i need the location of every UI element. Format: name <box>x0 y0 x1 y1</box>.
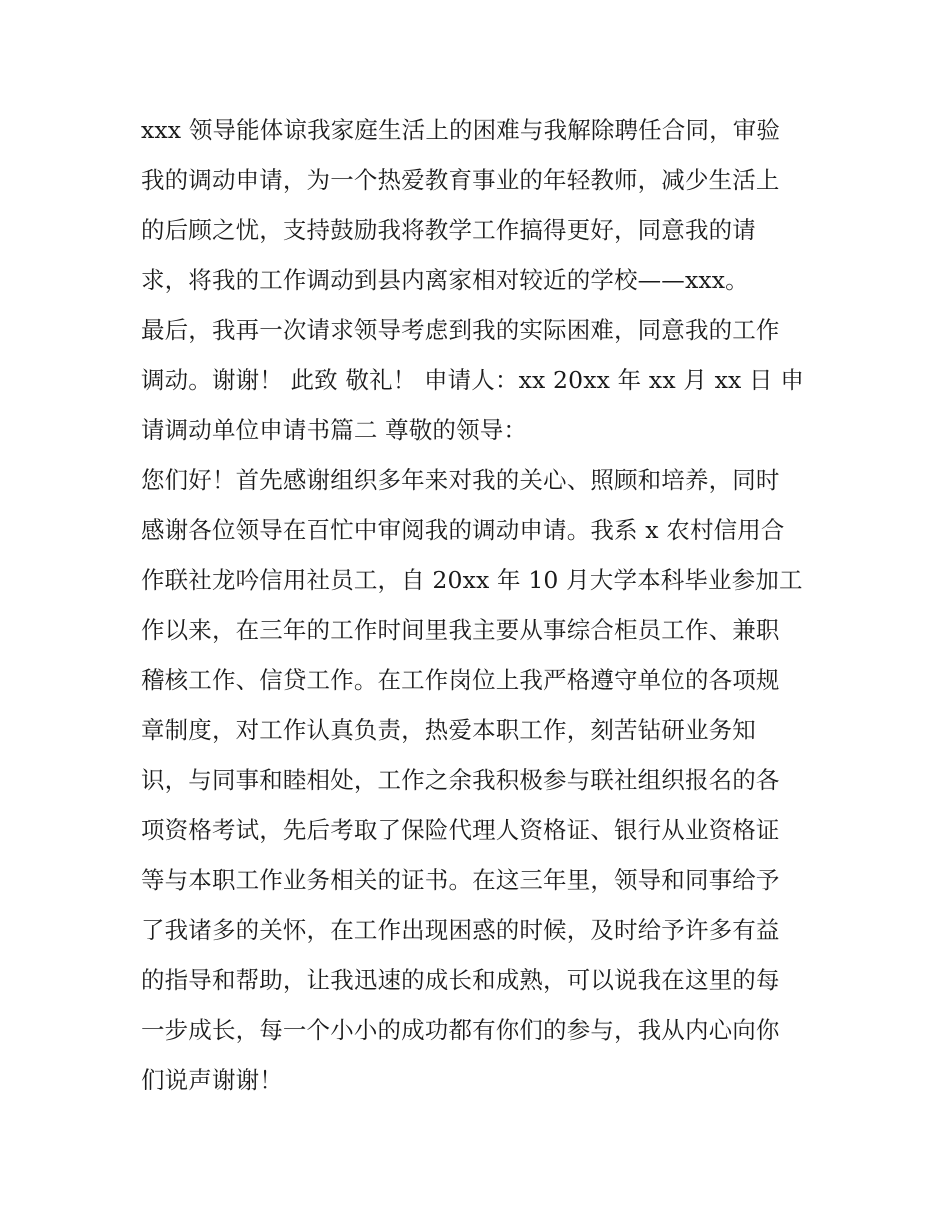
text-line: 最后，我再一次请求领导考虑到我的实际困难，同意我的工作 <box>141 316 780 344</box>
text-line: 您们好！首先感谢组织多年来对我的关心、照顾和培养，同时 <box>141 466 780 494</box>
text-line: 作联社龙吟信用社员工，自 20xx 年 10 月大学本科毕业参加工 <box>141 566 803 594</box>
text-line: 请调动单位申请书篇二 尊敬的领导： <box>141 416 528 444</box>
text-line: 的指导和帮助，让我迅速的成长和成熟，可以说我在这里的每 <box>141 966 780 994</box>
text-line: 项资格考试，先后考取了保险代理人资格证、银行从业资格证 <box>141 816 780 844</box>
text-line: 章制度，对工作认真负责，热爱本职工作，刻苦钻研业务知 <box>141 716 756 744</box>
text-line: 一步成长，每一个小小的成功都有你们的参与，我从内心向你 <box>141 1016 780 1044</box>
text-line: 求，将我的工作调动到县内离家相对较近的学校——xxx。 <box>141 266 749 294</box>
text-line: 作以来，在三年的工作时间里我主要从事综合柜员工作、兼职 <box>141 616 780 644</box>
text-line: 我的调动申请，为一个热爱教育事业的年轻教师，减少生活上 <box>141 166 780 194</box>
text-line: 们说声谢谢！ <box>141 1066 283 1094</box>
text-line: 感谢各位领导在百忙中审阅我的调动申请。我系 x 农村信用合 <box>141 516 785 544</box>
text-line: 了我诸多的关怀，在工作出现困惑的时候，及时给予许多有益 <box>141 916 780 944</box>
text-line: xxx 领导能体谅我家庭生活上的困难与我解除聘任合同，审验 <box>141 116 781 144</box>
text-line: 稽核工作、信贷工作。在工作岗位上我严格遵守单位的各项规 <box>141 666 780 694</box>
text-line: 等与本职工作业务相关的证书。在这三年里，领导和同事给予 <box>141 866 780 894</box>
text-line: 的后顾之忧，支持鼓励我将教学工作搞得更好，同意我的请 <box>141 216 756 244</box>
text-line: 调动。谢谢！ 此致 敬礼！ 申请人：xx 20xx 年 xx 月 xx 日 申 <box>141 366 804 394</box>
text-line: 识，与同事和睦相处，工作之余我积极参与联社组织报名的各 <box>141 766 780 794</box>
